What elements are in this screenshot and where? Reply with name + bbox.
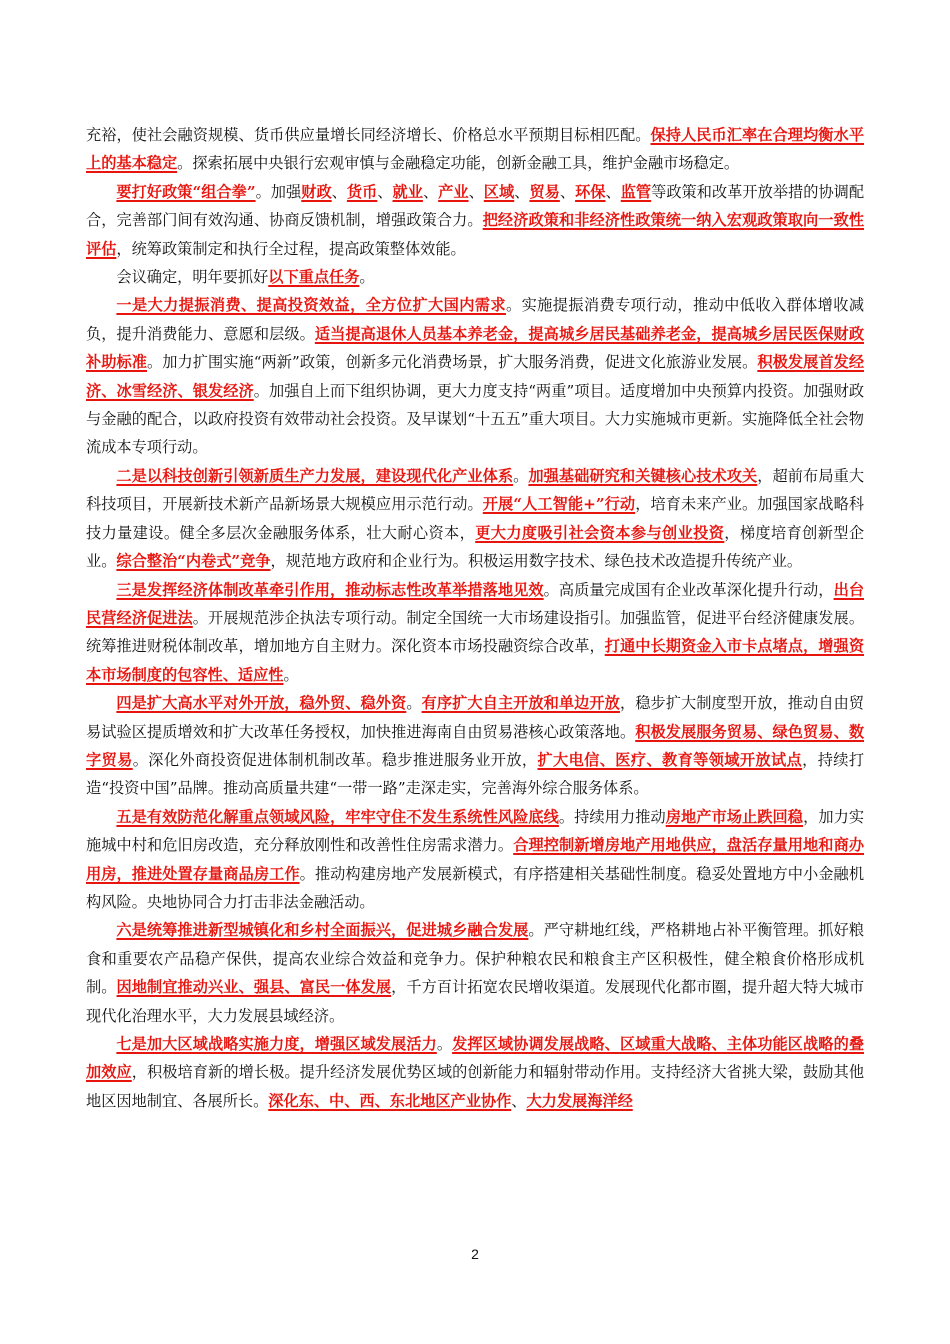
- highlighted-phrase: 房地产市场止跌回稳: [665, 807, 804, 826]
- highlighted-phrase: 产业: [438, 182, 469, 201]
- body-text: 。: [436, 1035, 453, 1053]
- body-text: 。加强自上而下组织协调，更大力度支持“两重”项目。适度增加中央预算内投资。加强财政与金融的配合，以政府投资有效带动社会投资。及早谋划“十五五”重大项目。大力实施城市更新。实施降低全社会物流成本专项行动。: [86, 381, 865, 457]
- body-text: 、: [422, 182, 439, 201]
- body-text: 。开展规范涉企执法专项行动。制定全国统一大市场建设指引。加强监管，促进平台经济健康发展。统筹推进财税体制改革，增加地方自主财力。深化资本市场投融资综合改革，: [86, 608, 865, 656]
- body-text: 、: [514, 182, 530, 201]
- highlighted-phrase: 加强基础研究和关键核心技术攻关: [528, 466, 758, 485]
- highlighted-phrase: 区域: [483, 182, 515, 201]
- body-text: 。加力扩围实施“两新”政策，创新多元化消费场景，扩大服务消费，促进文化旅游业发展。: [147, 353, 758, 372]
- body-text: 。: [283, 665, 299, 684]
- highlighted-phrase: 更大力度吸引社会资本参与创业投资: [475, 523, 725, 542]
- highlighted-phrase: 货币: [346, 182, 378, 201]
- body-text: 会议确定，明年要抓好: [116, 268, 269, 287]
- paragraph-9: [86, 916, 864, 1030]
- body-text: 。加强: [255, 182, 302, 201]
- body-text: ，规范地方政府和企业行为。积极运用数字技术、绿色技术改造提升传统产业。: [270, 552, 803, 571]
- highlighted-phrase: 合理控制新增房地产用地供应，盘活存量用地和商办用房，推进处置存量商品房工作: [86, 836, 865, 883]
- body-text: ，稳步扩大制度型开放，推动自由贸易试验区提质增效和扩大改革任务授权，加快推进海南自由贸易港核心政策落地。: [86, 694, 865, 741]
- highlighted-phrase: 积极发展首发经济、冰雪经济、银发经济: [86, 353, 865, 400]
- body-text: 。实施提振消费专项行动，推动中低收入群体增收减负，提升消费能力、意愿和层级。: [86, 296, 865, 343]
- paragraph-2: [86, 178, 864, 263]
- highlighted-phrase: 打通中长期资金入市卡点堵点，增强资本市场制度的包容性、适应性: [86, 637, 865, 684]
- highlighted-phrase: 要打好政策“组合拳”: [116, 182, 256, 201]
- highlighted-phrase: 深化东、中、西、东北地区产业协作: [268, 1091, 512, 1110]
- body-text: 。高质量完成国有企业改革深化提升行动，: [543, 580, 834, 599]
- body-text: 、: [468, 182, 484, 201]
- highlighted-phrase: 六是统筹推进新型城镇化和乡村全面振兴，促进城乡融合发展: [116, 921, 529, 940]
- paragraph-3: [86, 263, 864, 291]
- highlighted-phrase: 就业: [392, 182, 423, 201]
- highlighted-phrase: 扩大电信、医疗、教育等领域开放试点: [537, 750, 803, 769]
- highlighted-phrase: 一是大力提振消费、提高投资效益，全方位扩大国内需求: [116, 296, 506, 315]
- paragraph-6: [86, 576, 864, 690]
- highlighted-phrase: 出台民营经济促进法: [86, 580, 865, 627]
- body-text: ，梯度培育创新型企业。: [86, 523, 865, 571]
- highlighted-phrase: 积极发展服务贸易、绿色贸易、数字贸易: [86, 722, 865, 769]
- highlighted-phrase: 适当提高退休人员基本养老金，提高城乡居民基础养老金，提高城乡居民医保财政补助标准: [86, 324, 865, 372]
- body-text: 。严守耕地红线，严格耕地占补平衡管理。抓好粮食和重要农产品稳产保供，提高农业综合效益和竞争力。保护种粮农民和粮食主产区积极性，健全粮食价格形成机制。: [86, 921, 865, 997]
- body-text: ，加力实施城中村和危旧房改造，充分释放刚性和改善性住房需求潜力。: [86, 807, 865, 855]
- highlighted-phrase: 因地制宜推动兴业、强县、富民一体发展: [116, 978, 392, 997]
- body-text: ，积极培育新的增长极。提升经济发展优势区域的创新能力和辐射带动作用。支持经济大省挑大梁，鼓励其他地区因地制宜、各展所长。: [86, 1063, 865, 1110]
- paragraph-8: [86, 803, 864, 917]
- body-text: 、: [331, 182, 347, 201]
- highlighted-phrase: 二是以科技创新引领新质生产力发展，建设现代化产业体系: [116, 466, 514, 485]
- highlighted-phrase: 七是加大区域战略实施力度，增强区域发展活力: [116, 1035, 437, 1053]
- body-text: ，统筹政策制定和执行全过程，提高政策整体效能。: [116, 239, 466, 258]
- paragraph-10: [86, 1030, 864, 1115]
- body-text: 。: [513, 466, 529, 485]
- highlighted-phrase: 五是有效防范化解重点领域风险，牢牢守住不发生系统性风险底线: [116, 807, 559, 826]
- highlighted-phrase: 大力发展海洋经: [526, 1091, 633, 1110]
- paragraph-7: [86, 689, 864, 803]
- highlighted-phrase: 发挥区域协调发展战略、区域重大战略、主体功能区战略的叠加效应: [86, 1035, 865, 1082]
- highlighted-phrase: 有序扩大自主开放和单边开放: [421, 694, 620, 713]
- body-text: 充裕，使社会融资规模、货币供应量增长同经济增长、价格总水平预期目标相匹配。: [86, 126, 651, 144]
- highlighted-phrase: 把经济政策和非经济性政策统一纳入宏观政策取向一致性评估: [86, 211, 865, 258]
- body-text: 、: [377, 182, 393, 201]
- body-text: 。: [406, 694, 422, 713]
- body-text: 等政策和改革开放举措的协调配合，完善部门间有效沟通、协商反馈机制，增强政策合力。: [86, 182, 865, 230]
- body-text: ，超前布局重大科技项目，开展新技术新产品新场景大规模应用示范行动。: [86, 466, 865, 514]
- highlighted-phrase: 开展“人工智能+”行动: [482, 495, 636, 514]
- paragraph-1: [86, 121, 864, 178]
- document-body: [86, 121, 864, 1115]
- body-text: 。深化外商投资促进体制机制改革。稳步推进服务业开放，: [132, 750, 538, 769]
- highlighted-phrase: 三是发挥经济体制改革牵引作用，推动标志性改革举措落地见效: [116, 580, 544, 599]
- body-text: ，持续打造“投资中国”品牌。推动高质量共建“一带一路”走深走实，完善海外综合服务体系。: [86, 750, 865, 798]
- highlighted-phrase: 财政: [301, 182, 332, 201]
- body-text: 、: [559, 182, 576, 201]
- highlighted-phrase: 监管: [620, 182, 652, 201]
- page-number: 2: [471, 1246, 479, 1262]
- body-text: ，千方百计拓宽农民增收渠道。发展现代化都市圈，提升超大特大城市现代化治理水平，大力发展县域经济。: [86, 978, 865, 1025]
- highlighted-phrase: 贸易: [529, 182, 560, 201]
- highlighted-phrase: 以下重点任务: [268, 268, 360, 287]
- body-text: ，培育未来产业。加强国家战略科技力量建设。健全多层次金融服务体系，壮大耐心资本，: [86, 495, 865, 542]
- highlighted-phrase: 综合整治“内卷式”竞争: [116, 552, 271, 571]
- body-text: 、: [511, 1091, 527, 1110]
- body-text: 。推动构建房地产发展新模式，有序搭建相关基础性制度。稳妥处置地方中小金融机构风险。央地协同合力打击非法金融活动。: [86, 864, 865, 911]
- body-text: 、: [605, 182, 621, 201]
- body-text: 。持续用力推动: [558, 807, 666, 826]
- highlighted-phrase: 保持人民币汇率在合理均衡水平上的基本稳定: [86, 126, 865, 173]
- body-text: 。: [359, 268, 375, 287]
- highlighted-phrase: 环保: [575, 182, 606, 201]
- paragraph-5: [86, 462, 864, 576]
- paragraph-4: [86, 291, 864, 461]
- body-text: 。探索拓展中央银行宏观审慎与金融稳定功能，创新金融工具，维护金融市场稳定。: [177, 154, 740, 173]
- highlighted-phrase: 四是扩大高水平对外开放，稳外贸、稳外资: [116, 694, 407, 713]
